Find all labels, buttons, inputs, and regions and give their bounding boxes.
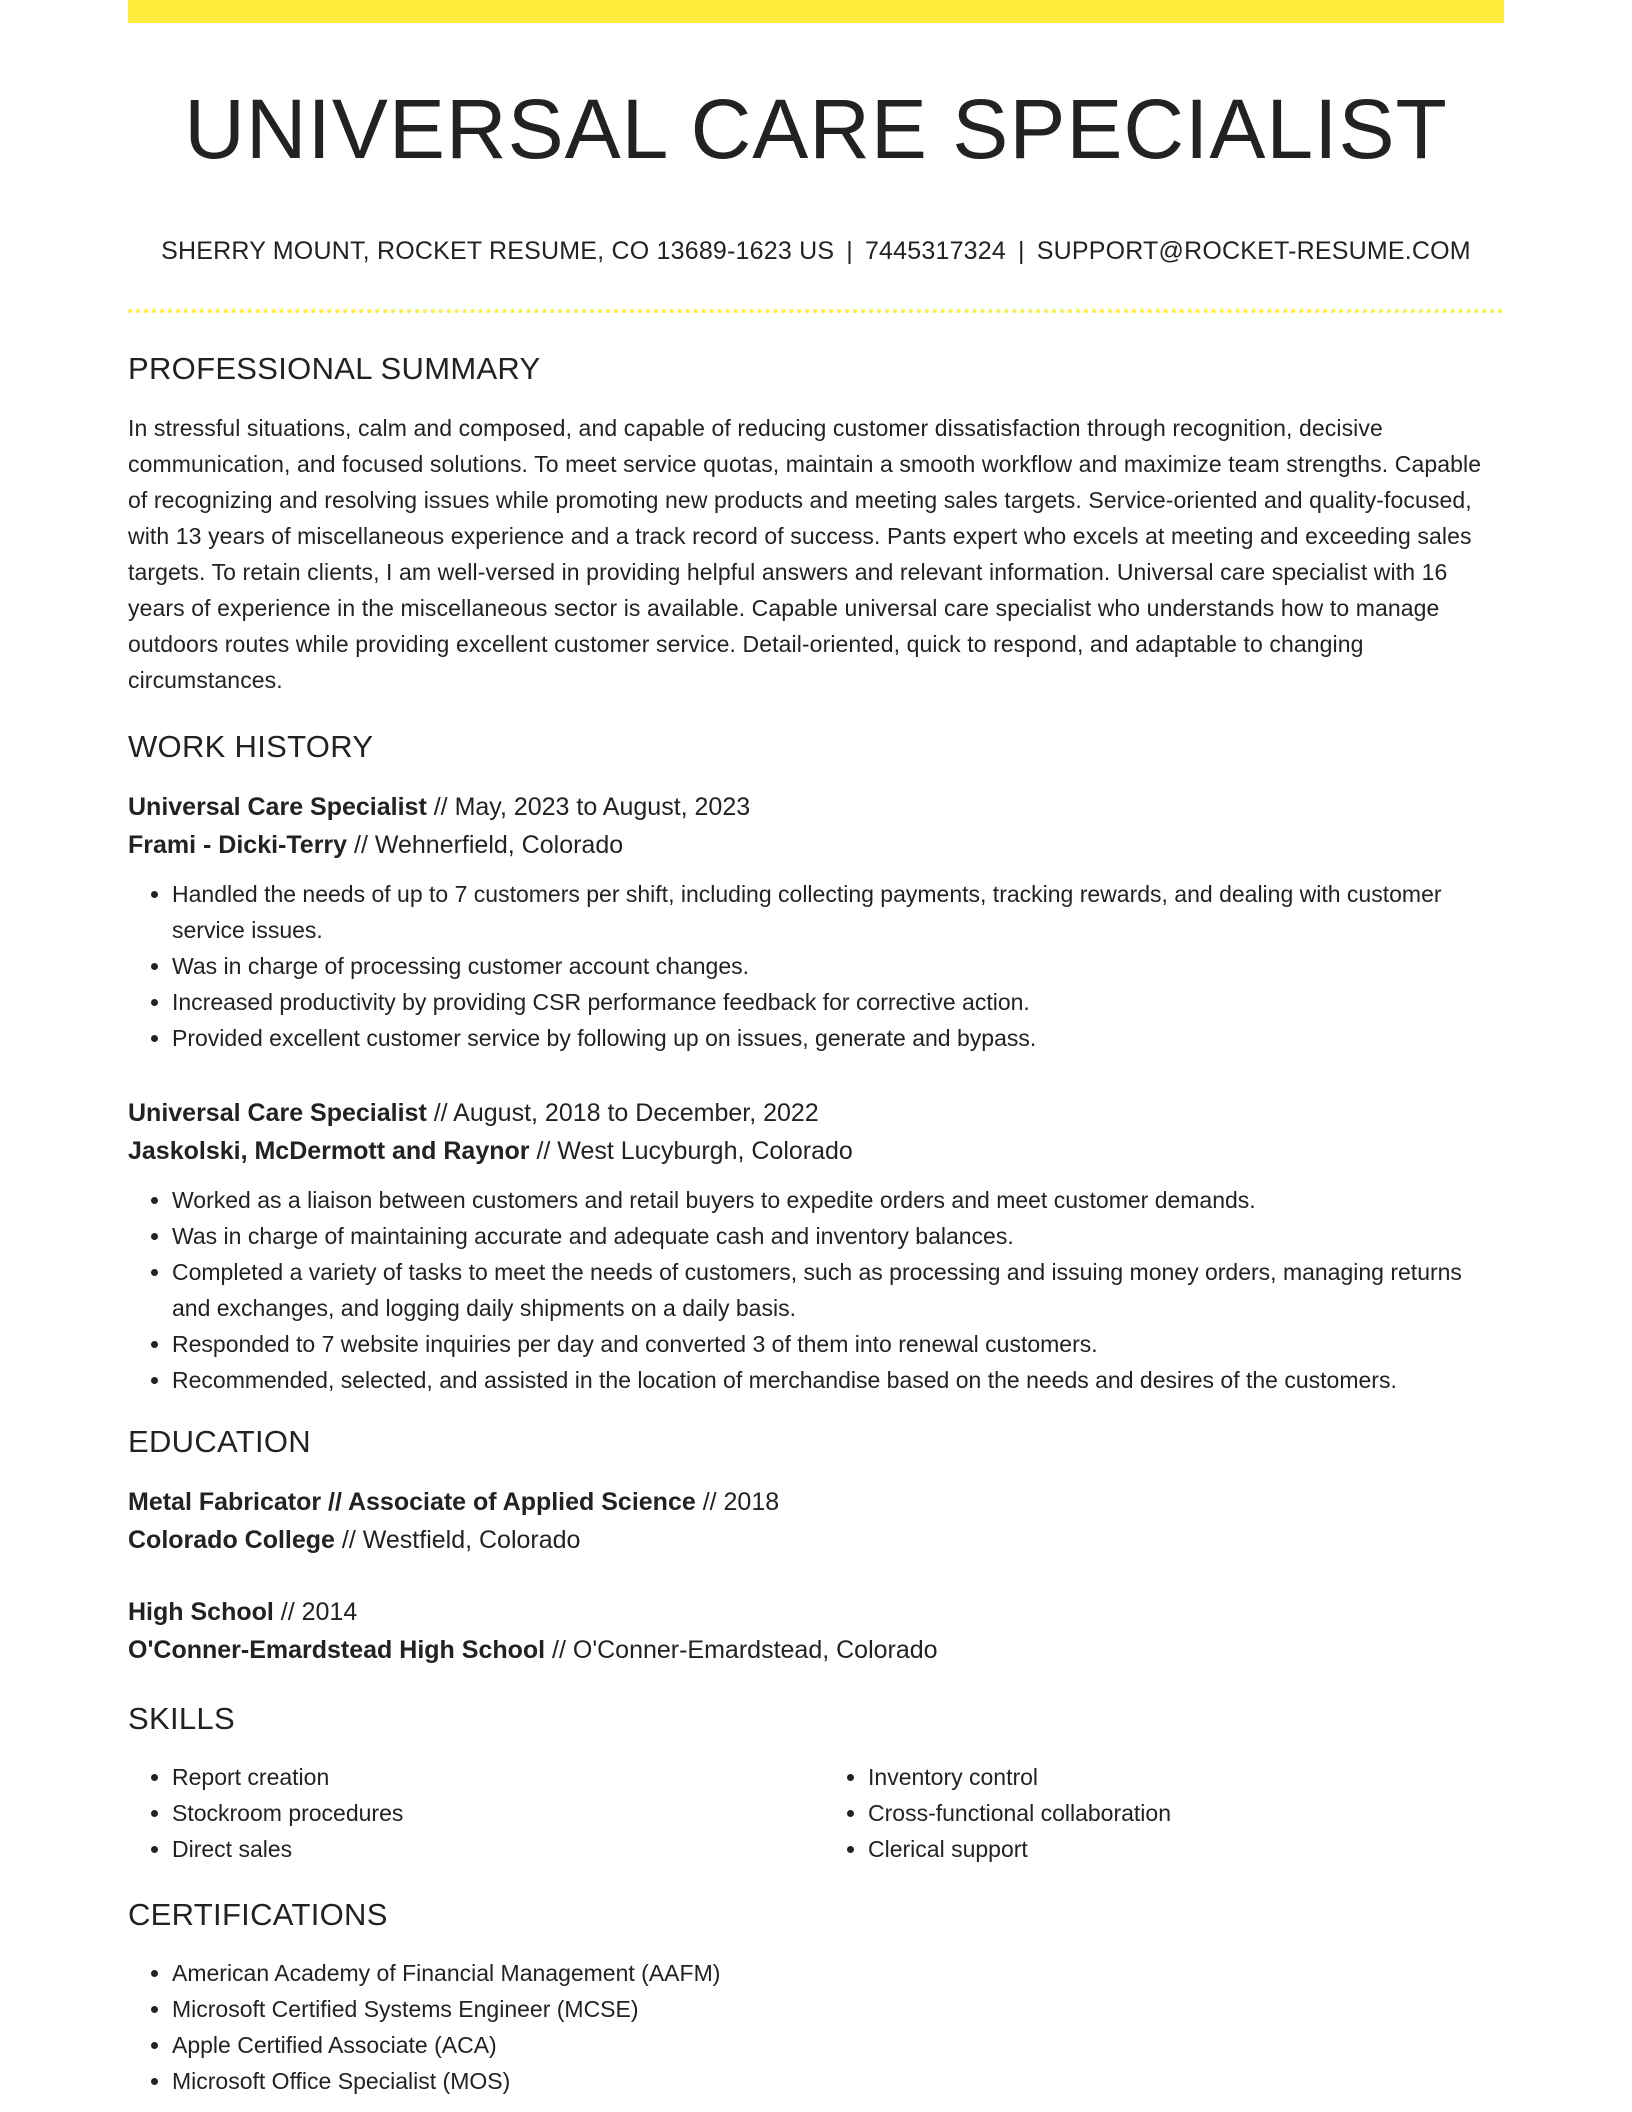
- skill-item: • Stockroom procedures: [172, 1795, 802, 1831]
- job-role: Universal Care Specialist: [128, 793, 427, 821]
- job-bullet: • Worked as a liaison between customers and retail buyers to expedite orders and meet customer demands.: [172, 1182, 1504, 1218]
- job-bullet: • Recommended, selected, and assisted in the location of merchandise based on the needs and desires of the customers.: [172, 1362, 1504, 1398]
- section-heading-summary: PROFESSIONAL SUMMARY: [128, 351, 541, 386]
- education-location: // O'Conner-Emardstead, Colorado: [545, 1636, 938, 1664]
- skill-item: • Inventory control: [868, 1759, 1504, 1795]
- skill-item: • Direct sales: [172, 1831, 802, 1867]
- contact-phone: 7445317324: [864, 237, 1006, 265]
- job-bullet: • Was in charge of processing customer account changes.: [172, 948, 1504, 984]
- job-bullet: • Was in charge of maintaining accurate and adequate cash and inventory balances.: [172, 1218, 1504, 1254]
- skill-item: • Cross-functional collaboration: [868, 1795, 1504, 1831]
- contact-address: SHERRY MOUNT, ROCKET RESUME, CO 13689-1623 US: [161, 237, 835, 265]
- dotted-divider: [128, 309, 1504, 313]
- section-heading-certifications: CERTIFICATIONS: [128, 1897, 388, 1932]
- job-dates: // August, 2018 to December, 2022: [426, 1099, 819, 1127]
- education-school: Colorado College: [128, 1526, 335, 1554]
- education-school-line: [128, 1521, 1504, 1559]
- certification-item: • Apple Certified Associate (ACA): [172, 2027, 1504, 2063]
- job-role: Universal Care Specialist: [128, 1099, 427, 1127]
- resume-page: [128, 0, 1504, 2099]
- contact-separator: |: [1018, 237, 1025, 265]
- job-company: Frami - Dicki-Terry: [128, 831, 348, 859]
- education-year: // 2018: [695, 1488, 780, 1516]
- education-entry: [128, 1483, 1504, 1559]
- education-degree: Metal Fabricator // Associate of Applied Science: [128, 1488, 696, 1516]
- job-bullets: [128, 876, 1504, 1056]
- education-year: // 2014: [273, 1598, 358, 1626]
- certification-item: • Microsoft Office Specialist (MOS): [172, 2063, 1504, 2099]
- job-bullets: [128, 1182, 1504, 1398]
- skill-item: • Clerical support: [868, 1831, 1504, 1867]
- job-bullet: • Completed a variety of tasks to meet the needs of customers, such as processing and issuing money orders, managing returns and exchanges, and logging daily shipments on a daily basis.: [172, 1254, 1504, 1326]
- skill-item: • Report creation: [172, 1759, 802, 1795]
- certifications-list: [128, 1955, 1504, 2099]
- job-title-line: [128, 788, 1504, 826]
- certification-item: • Microsoft Certified Systems Engineer (MCSE): [172, 1991, 1504, 2027]
- certification-item: • American Academy of Financial Management (AAFM): [172, 1955, 1504, 1991]
- section-heading-work: WORK HISTORY: [128, 729, 374, 764]
- job-dates: // May, 2023 to August, 2023: [426, 793, 751, 821]
- job-location: // Wehnerfield, Colorado: [347, 831, 624, 859]
- job-title-line: [128, 1094, 1504, 1132]
- section-heading-skills: SKILLS: [128, 1701, 235, 1736]
- job-entry: [128, 1094, 1504, 1398]
- job-entry: [128, 788, 1504, 1056]
- job-bullet: • Provided excellent customer service by following up on issues, generate and bypass.: [172, 1020, 1504, 1056]
- education-location: // Westfield, Colorado: [334, 1526, 581, 1554]
- job-company-line: [128, 1132, 1504, 1170]
- job-company: Jaskolski, McDermott and Raynor: [128, 1137, 530, 1165]
- job-location: // West Lucyburgh, Colorado: [529, 1137, 853, 1165]
- contact-email: SUPPORT@ROCKET-RESUME.COM: [1036, 237, 1471, 265]
- education-entry: [128, 1593, 1504, 1669]
- job-bullet: • Handled the needs of up to 7 customers per shift, including collecting payments, tracking rewards, and dealing with customer service issues.: [172, 876, 1504, 948]
- skills-list-right: [802, 1759, 1504, 1867]
- skills-list-left: [128, 1759, 802, 1867]
- job-bullet: • Responded to 7 website inquiries per day and converted 3 of them into renewal customers.: [172, 1326, 1504, 1362]
- contact-line: [128, 235, 1504, 267]
- summary-text: In stressful situations, calm and composed, and capable of reducing customer dissatisfaction through recognition, decisive communication, and focused solutions. To meet service quotas, maintain a smooth workflow and maximize team strengths. Capable of recognizing and resolving issues while promoting new products and meeting sales targets. Service-oriented and quality-focused, with 13 years of miscellaneous experience and a track record of success. Pants expert who excels at meeting and exceeding sales targets. To retain clients, I am well-versed in providing helpful answers and relevant information. Universal care specialist with 16 years of experience in the miscellaneous sector is available. Capable universal care specialist who understands how to manage outdoors routes while providing excellent customer service. Detail-oriented, quick to respond, and adaptable to changing circumstances.: [128, 415, 1482, 693]
- skills-columns: [128, 1759, 1504, 1867]
- education-school: O'Conner-Emardstead High School: [128, 1636, 546, 1664]
- job-company-line: [128, 826, 1504, 864]
- education-degree-line: [128, 1593, 1504, 1631]
- contact-separator: |: [846, 237, 853, 265]
- resume-title: UNIVERSAL CARE SPECIALIST: [184, 82, 1448, 176]
- education-school-line: [128, 1631, 1504, 1669]
- education-degree-line: [128, 1483, 1504, 1521]
- section-heading-education: EDUCATION: [128, 1424, 311, 1459]
- job-bullet: • Increased productivity by providing CSR performance feedback for corrective action.: [172, 984, 1504, 1020]
- education-degree: High School: [128, 1598, 274, 1626]
- top-accent-bar: [128, 0, 1504, 23]
